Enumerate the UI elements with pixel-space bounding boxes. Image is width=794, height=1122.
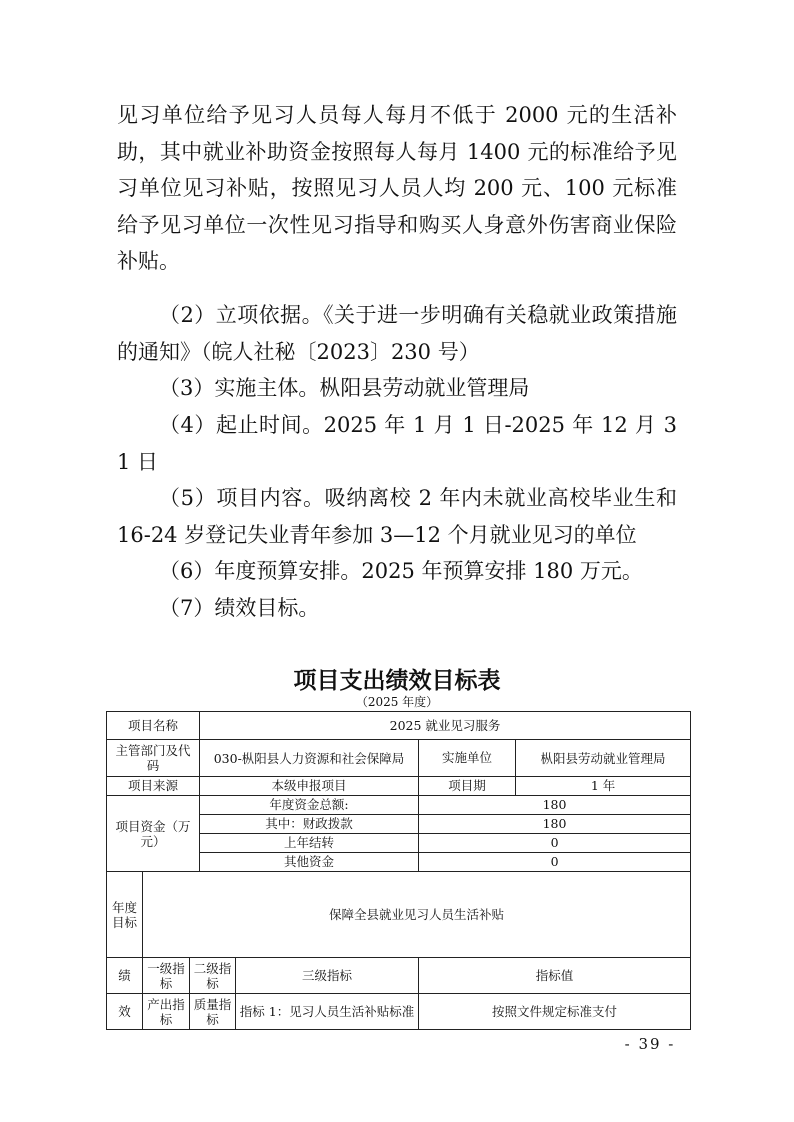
fiscal-funds-value: 180 — [419, 815, 691, 834]
period-label: 项目期 — [419, 777, 516, 796]
impl-unit-label: 实施单位 — [419, 740, 516, 777]
row1-level1: 产出指标 — [143, 994, 190, 1030]
row1-level2: 质量指标 — [190, 994, 236, 1030]
body-paragraph-4: （4）起止时间。2025 年 1 月 1 日-2025 年 12 月 31 日 — [117, 413, 677, 474]
body-paragraph-2: （2）立项依据。《关于进一步明确有关稳就业政策措施的通知》（皖人社秘〔2023〕230 号） — [117, 303, 677, 364]
body-paragraph-3: （3）实施主体。枞阳县劳动就业管理局 — [159, 376, 530, 400]
performance-label-bottom: 效 — [107, 994, 143, 1030]
period-value: 1 年 — [516, 777, 691, 796]
other-funds-label: 其他资金 — [200, 853, 419, 872]
other-funds-value: 0 — [419, 853, 691, 872]
body-paragraph-1: 见习单位给予见习人员每人每月不低于 2000 元的生活补助，其中就业补助资金按照每人每月 1400 元的标准给予见习单位见习补贴，按照见习人员人均 200 元、100 元标准给予见习单位一次性见习指导和购买人身意外伤害商业保险补贴。 — [117, 103, 677, 273]
performance-target-table — [106, 711, 691, 1030]
level2-header: 二级指标 — [190, 958, 236, 994]
body-paragraph-6: （6）年度预算安排。2025 年预算安排 180 万元。 — [159, 559, 643, 583]
project-name-value: 2025 就业见习服务 — [200, 712, 691, 740]
indicator-value-header: 指标值 — [419, 958, 691, 994]
carryover-label: 上年结转 — [200, 834, 419, 853]
dept-value: 030-枞阳县人力资源和社会保障局 — [200, 740, 419, 777]
performance-label-top: 绩 — [107, 958, 143, 994]
annual-goal-label: 年度目标 — [107, 872, 143, 958]
table-title: 项目支出绩效目标表 — [293, 668, 501, 694]
carryover-value: 0 — [419, 834, 691, 853]
dept-label: 主管部门及代码 — [107, 740, 200, 777]
source-label: 项目来源 — [107, 777, 200, 796]
body-paragraph-5: （5）项目内容。吸纳离校 2 年内未就业高校毕业生和 16-24 岁登记失业青年参加 3—12 个月就业见习的单位 — [117, 486, 677, 547]
impl-unit-value: 枞阳县劳动就业管理局 — [516, 740, 691, 777]
project-name-label: 项目名称 — [107, 712, 200, 740]
total-funds-label: 年度资金总额: — [200, 796, 419, 815]
table-year: （2025 年度） — [355, 695, 439, 709]
funds-label: 项目资金（万元） — [107, 796, 200, 872]
total-funds-value: 180 — [419, 796, 691, 815]
page-number: - 39 - — [624, 1035, 676, 1053]
annual-goal-value: 保障全县就业见习人员生活补贴 — [143, 872, 691, 958]
fiscal-funds-label: 其中：财政拨款 — [200, 815, 419, 834]
source-value: 本级申报项目 — [200, 777, 419, 796]
level3-header: 三级指标 — [236, 958, 419, 994]
row1-value: 按照文件规定标准支付 — [419, 994, 691, 1030]
body-paragraph-7: （7）绩效目标。 — [159, 596, 320, 620]
level1-header: 一级指标 — [143, 958, 190, 994]
row1-level3: 指标 1：见习人员生活补贴标准 — [236, 994, 419, 1030]
